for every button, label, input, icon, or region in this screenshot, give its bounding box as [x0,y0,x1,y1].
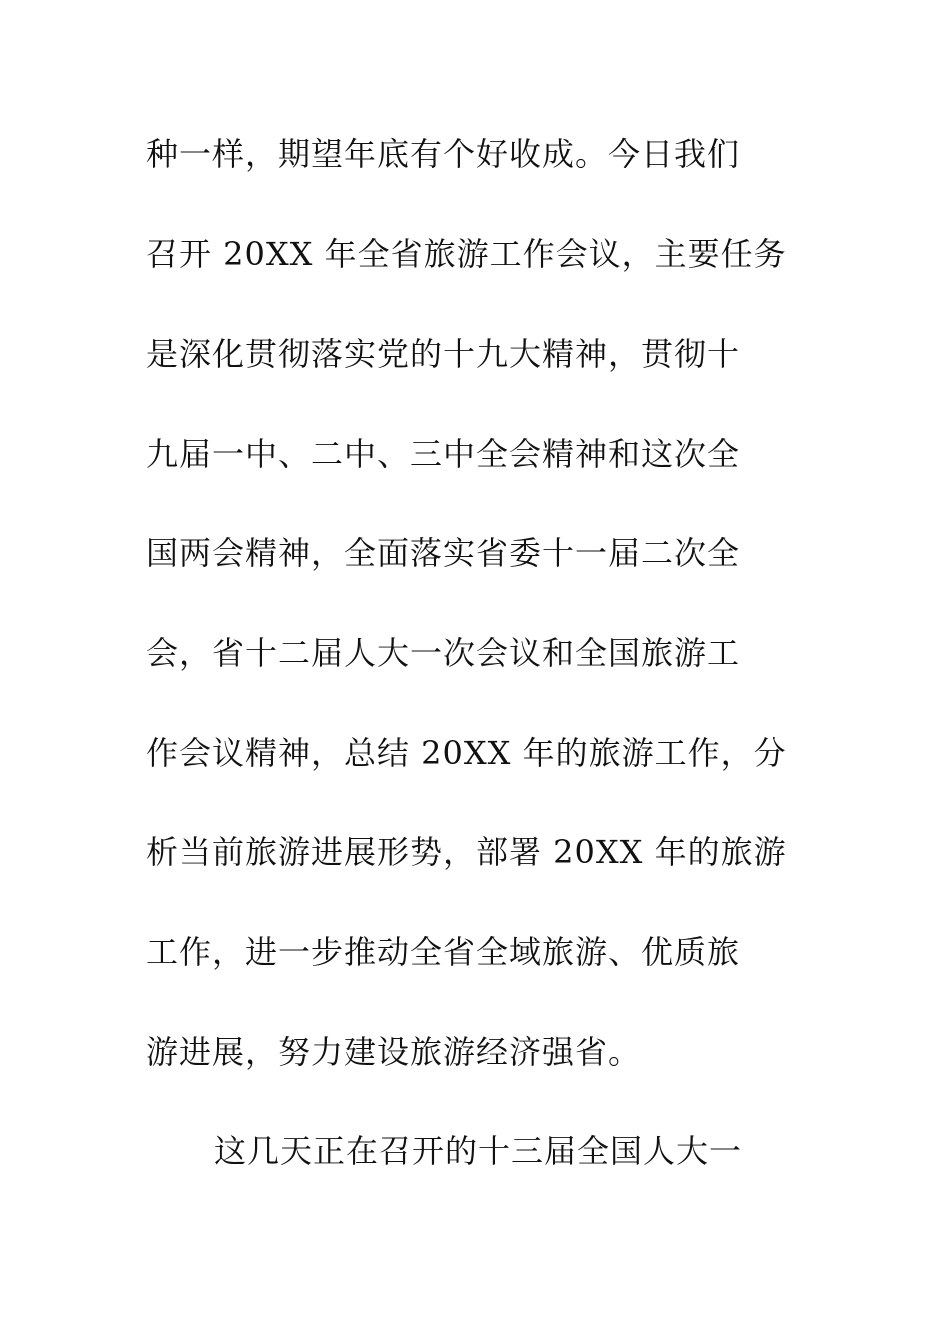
paragraph-line: 作会议精神，总结 20XX 年的旅游工作，分 [146,734,787,772]
paragraph-first-line: 这几天正在召开的十三届全国人大一 [214,1132,743,1170]
paragraph-line: 析当前旅游进展形势，部署 20XX 年的旅游 [146,833,787,871]
paragraph-line: 召开 20XX 年全省旅游工作会议，主要任务 [146,235,787,273]
paragraph-line: 工作，进一步推动全省全域旅游、优质旅 [146,933,741,971]
paragraph-line: 国两会精神，全面落实省委十一届二次全 [146,534,741,572]
paragraph-line: 会，省十二届人大一次会议和全国旅游工 [146,634,741,672]
paragraph-line: 种一样，期望年底有个好收成。今日我们 [146,135,741,173]
paragraph-line: 是深化贯彻落实党的十九大精神，贯彻十 [146,335,741,373]
paragraph-line: 九届一中、二中、三中全会精神和这次全 [146,435,741,473]
paragraph-line: 游进展，努力建设旅游经济强省。 [146,1033,642,1071]
